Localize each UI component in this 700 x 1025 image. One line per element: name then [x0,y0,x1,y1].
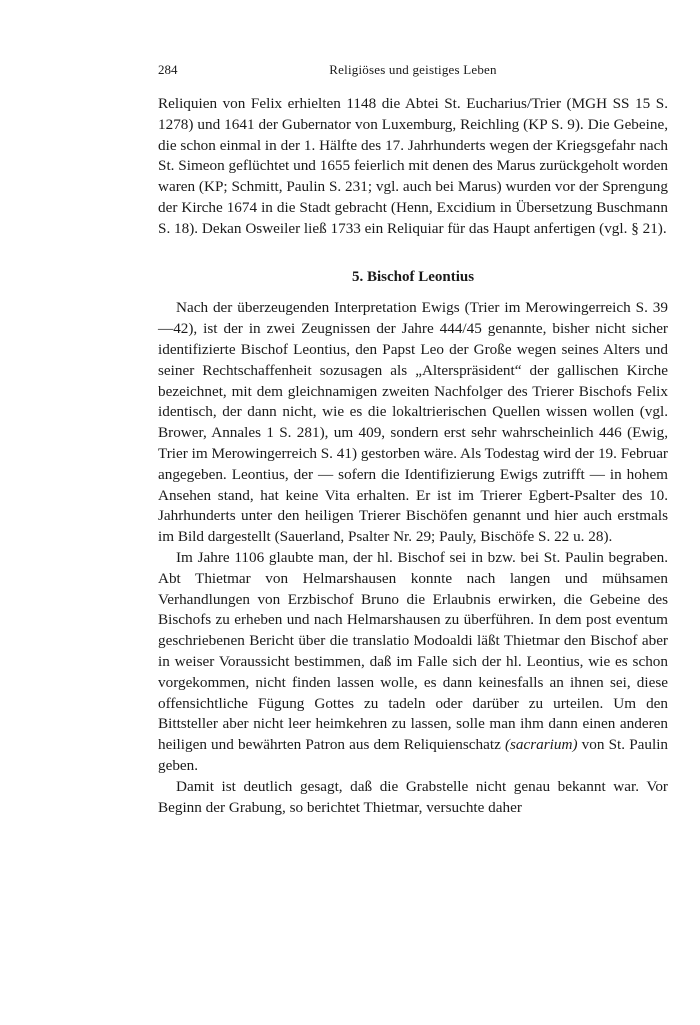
paragraph-translation-1106 [158,548,668,777]
section-heading: 5. Bischof Leontius [351,268,475,285]
italic-term: (sacrarium) [504,736,578,754]
paragraph-relics-felix: Reliquien von Felix erhielten 1148 die Abtei St. Eucharius/Trier (MGH SS 15 S. 1278) und 1641 der Gubernator von Luxemburg, Reichling (KP S. 9). Die Gebeine, die schon einmal in der 1. Hälfte des 17. Jahrhunderts wegen der Kriegsgefahr nach St. Simeon geflüchtet und 1655 feierlich mit denen des Marus zurückgeholt worden waren (KP; Schmitt, Paulin S. 231; vgl. auch bei Marus) wurden vor der Sprengung der Kirche 1674 in die Stadt gebracht (Henn, Excidium in Übersetzung Buschmann S. 18). Dekan Osweiler ließ 1733 ein Reliquiar für das Haupt anfertigen (vgl. § 21). [158,95,668,237]
page-number: 284 [158,62,178,77]
body-text [158,94,668,818]
paragraph-text: von St. Paulin geben. [158,736,669,774]
paragraph-text: Im Jahre 1106 glaubte man, der hl. Bischof sei in bzw. bei St. Paulin begraben. Abt Thietmar von Helmarshausen konnte nach langen und mühsamen Verhandlungen von Erzbischof Bruno die Erlaubnis erwirken, die Gebeine des Bischofs zu erheben und nach Helmarshausen zu überführen. In dem post eventum geschriebenen Bericht über die translatio Modoaldi läßt Thietmar den Bischof aber in weiser Voraussicht bestimmen, daß im Falle sich der hl. Leontius, wie es schon vorgekommen, nicht finden lassen wolle, es dann keinesfalls an ihnen sei, diese offensichtliche Fügung Gottes zu tadeln oder darüber zu urteilen. Um den Bittsteller aber nicht leer heimkehren zu lassen, solle man ihm dann einen anderen heiligen und bewährten Patron aus dem Reliquienschatz [158,548,668,754]
running-title: Religiöses und geistiges Leben [329,62,497,77]
paragraph-grave-location: Damit ist deutlich gesagt, daß die Grabstelle nicht genau bekannt war. Vor Beginn der Grabung, so berichtet Thietmar, versuchte daher [158,777,668,816]
paragraph-leontius-interpretation: Nach der überzeugenden Interpretation Ewigs (Trier im Merowingerreich S. 39—42), ist der in zwei Zeugnissen der Jahre 444/45 genannte, bisher nicht sicher identifizierte Bischof Leontius, den Papst Leo der Große wegen seines Alters und seiner Rechtschaffenheit sozusagen als „Alterspräsident“ der gallischen Kirche bezeichnet, mit dem gleichnamigen zweiten Nachfolger des Trierer Bischofs Felix identisch, der dann nicht, wie es die lokaltrierischen Quellen wissen wollen (vgl. Brower, Annales 1 S. 281), um 409, sondern erst sehr wahrscheinlich 446 (Ewig, Trier im Merowingerreich S. 41) gestorben wäre. Als Todestag wird der 19. Februar angegeben. Leontius, der — sofern die Identifizierung Ewigs zutrifft — in hohem Ansehen stand, hat keine Vita erhalten. Er ist im Trierer Egbert-Psalter des 10. Jahrhunderts unter den heiligen Trierer Bischöfen genannt und hier auch erstmals im Bild dargestellt (Sauerland, Psalter Nr. 29; Pauly, Bischöfe S. 22 u. 28). [158,299,668,546]
page-header [158,62,668,82]
